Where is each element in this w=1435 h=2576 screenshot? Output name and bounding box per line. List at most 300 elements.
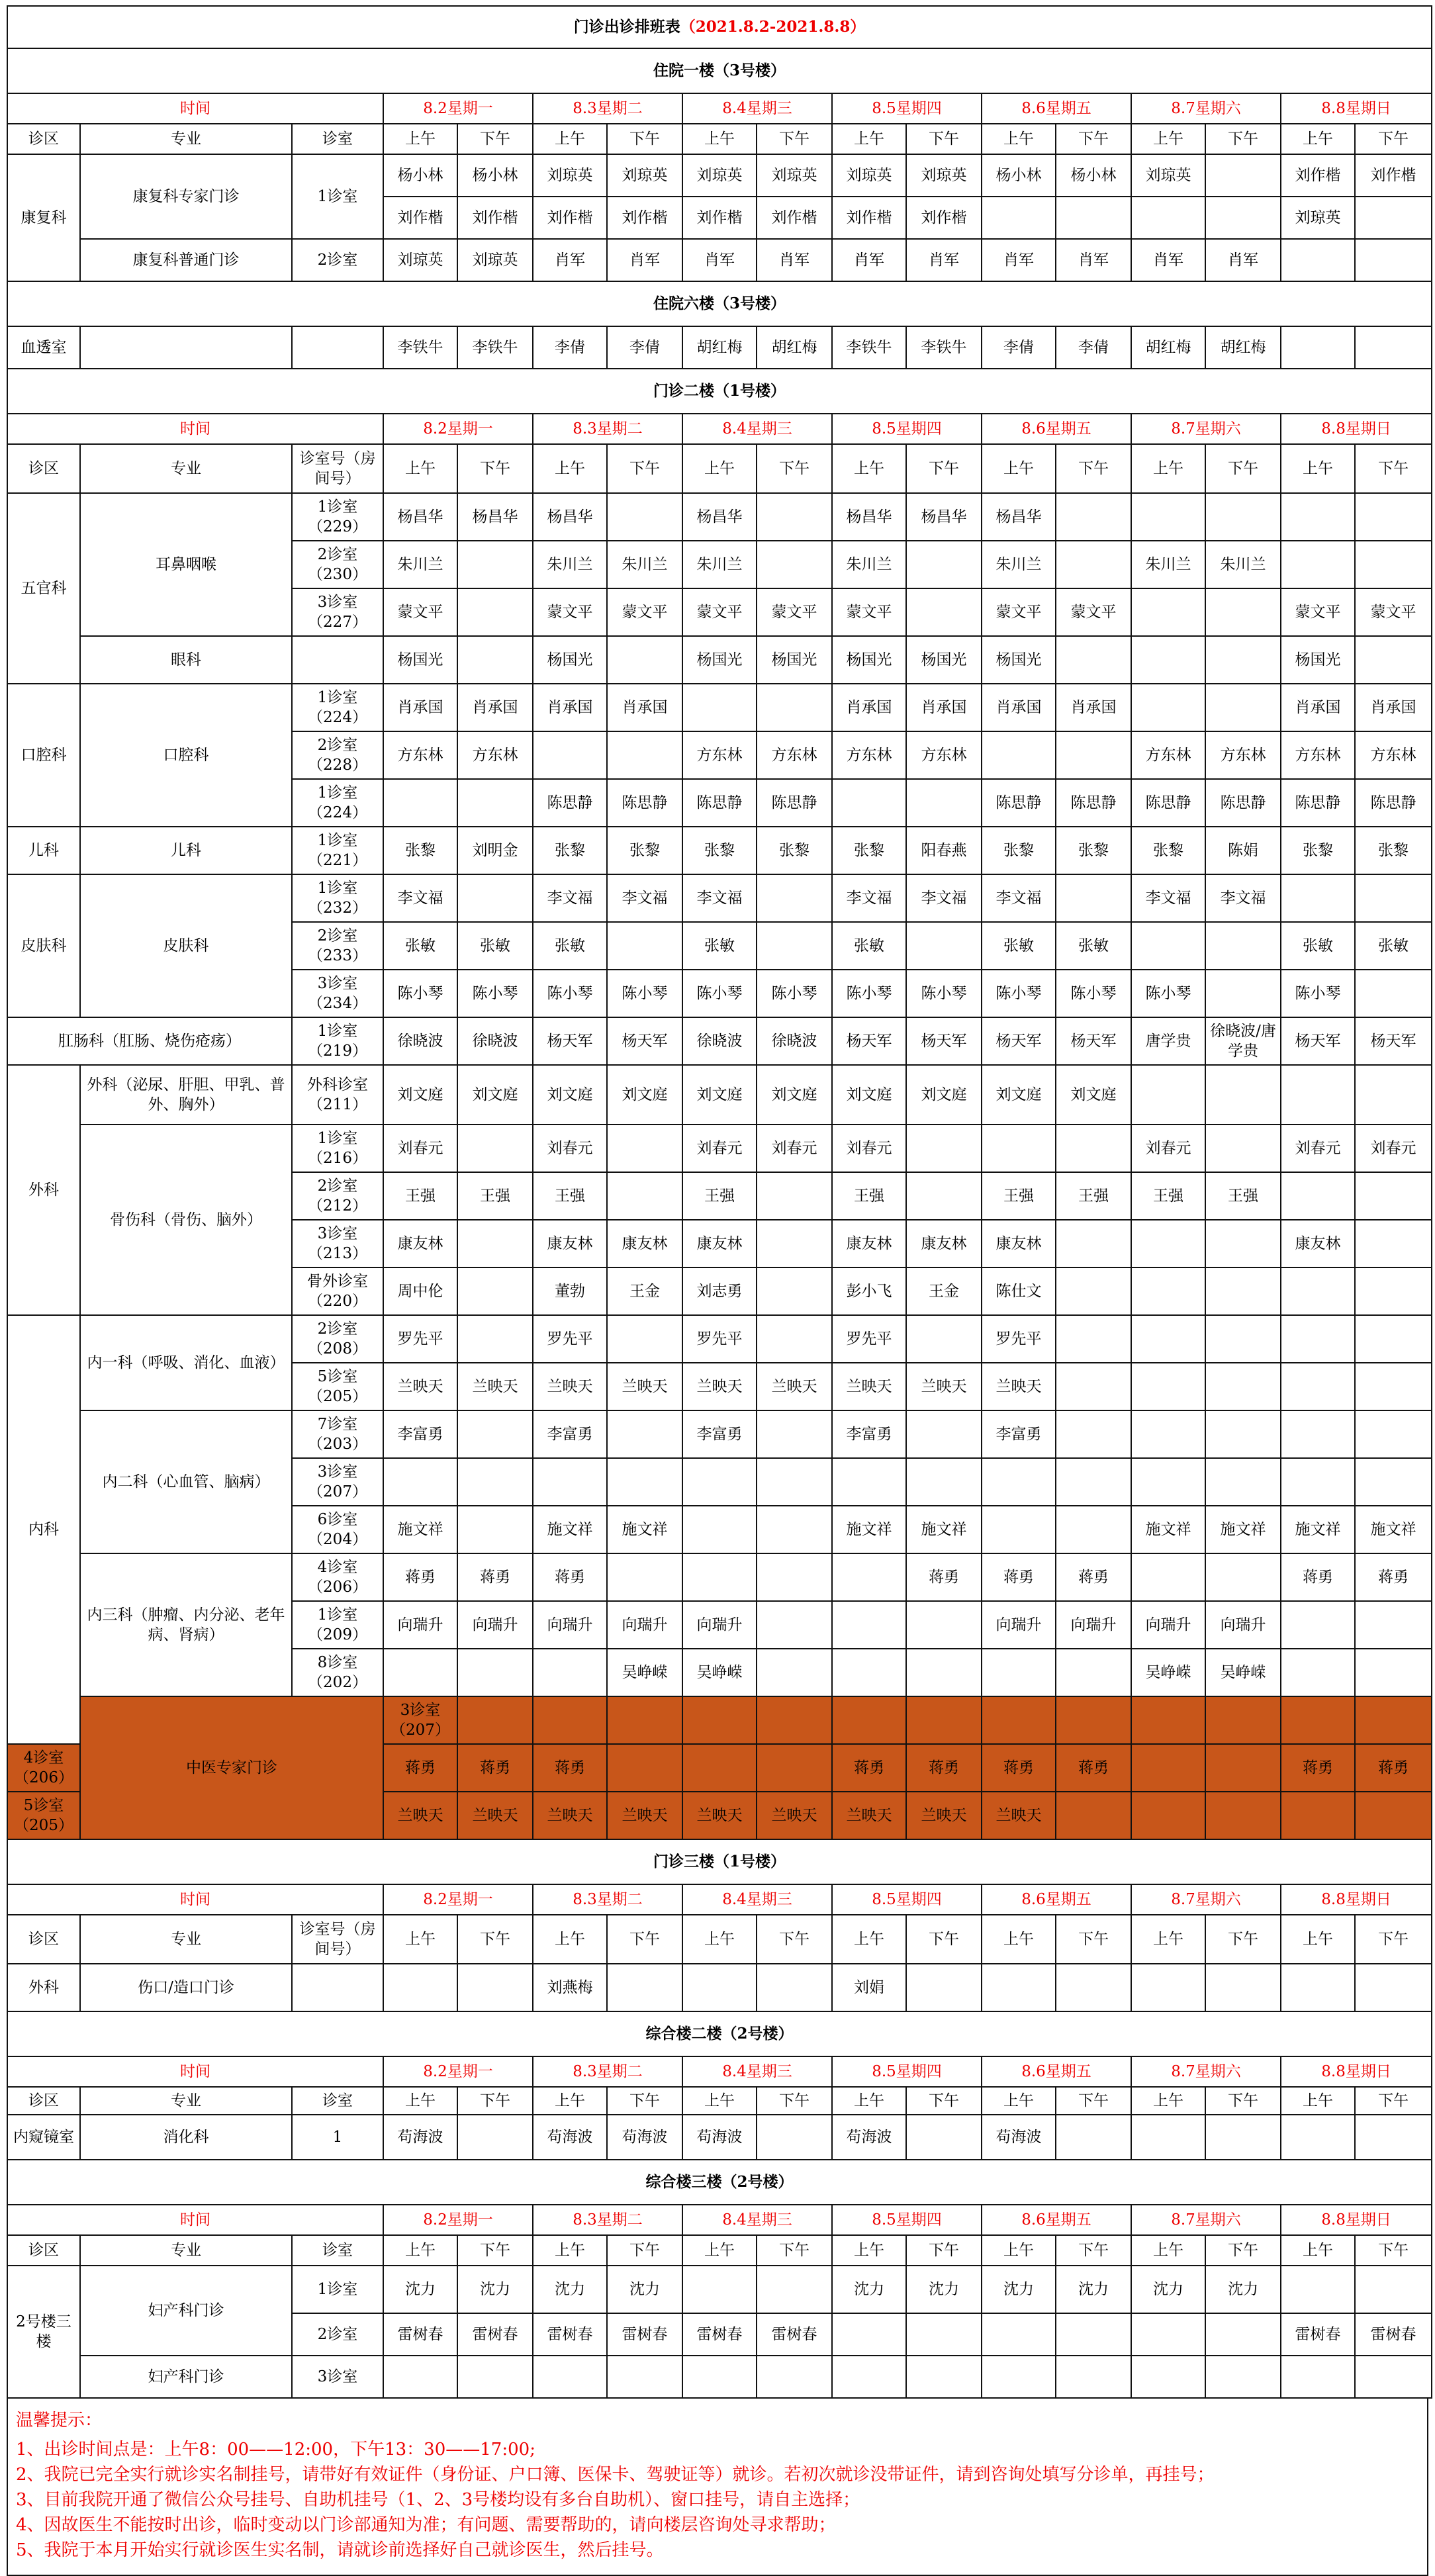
day-header: 8.7星期六 [1131, 2205, 1281, 2235]
room-header: 诊室号（房间号） [292, 444, 383, 493]
spec-cell: 康复科普通门诊 [80, 239, 292, 281]
doctor-cell: 肖军 [682, 239, 757, 281]
doctor-cell: 刘琼英 [1281, 197, 1355, 239]
room-cell: 外科诊室（211） [292, 1065, 383, 1125]
doctor-cell: 吴峥嵘 [1131, 1649, 1205, 1696]
doctor-cell [607, 1172, 682, 1220]
ampm-header: 上午 [383, 1915, 457, 1964]
ampm-header: 上午 [682, 124, 757, 154]
ampm-header: 下午 [906, 1915, 982, 1964]
room-cell [292, 636, 383, 684]
doctor-cell [607, 2356, 682, 2398]
doctor-cell: 蒋勇 [1281, 1553, 1355, 1601]
doctor-cell: 朱川兰 [533, 541, 607, 588]
doctor-cell [383, 1649, 457, 1696]
doctor-cell [1131, 588, 1205, 636]
doctor-cell: 兰映天 [906, 1363, 982, 1410]
doctor-cell: 向瑞升 [607, 1601, 682, 1649]
doctor-cell: 王强 [832, 1172, 906, 1220]
day-header: 8.4星期三 [682, 1884, 832, 1915]
doctor-cell [457, 1267, 533, 1315]
table-row [7, 1315, 1432, 1363]
doctor-cell: 雷树春 [383, 2313, 457, 2356]
doctor-cell: 张黎 [533, 827, 607, 874]
doctor-cell: 陈小琴 [1131, 970, 1205, 1017]
doctor-cell: 刘琼英 [832, 154, 906, 197]
ampm-header: 下午 [906, 124, 982, 154]
doctor-cell: 雷树春 [682, 2313, 757, 2356]
doctor-cell [1056, 1267, 1131, 1315]
doctor-cell [1355, 1363, 1432, 1410]
ampm-header: 上午 [1131, 1915, 1205, 1964]
ampm-header: 下午 [1205, 2087, 1281, 2115]
doctor-cell [1355, 1315, 1432, 1363]
doctor-cell [757, 1220, 832, 1267]
doctor-cell [757, 1696, 832, 1744]
doctor-cell: 张敏 [832, 922, 906, 970]
doctor-cell: 蒙文平 [607, 588, 682, 636]
room-cell: 3诊室（227） [292, 588, 383, 636]
room-cell: 1诊室 [292, 2266, 383, 2313]
doctor-cell: 刘春元 [682, 1125, 757, 1172]
doctor-cell [906, 1172, 982, 1220]
doctor-cell [1131, 1267, 1205, 1315]
doctor-cell [1355, 1696, 1432, 1744]
zone-cell: 康复科 [7, 154, 80, 281]
doctor-cell: 肖军 [906, 239, 982, 281]
zone-header: 诊区 [7, 124, 80, 154]
doctor-cell [1056, 1363, 1131, 1410]
doctor-cell: 肖军 [1205, 239, 1281, 281]
doctor-cell: 雷树春 [457, 2313, 533, 2356]
doctor-cell: 陈思静 [607, 779, 682, 827]
doctor-cell: 徐晓波 [682, 1017, 757, 1065]
time-label: 时间 [7, 93, 383, 124]
ampm-header: 上午 [533, 2087, 607, 2115]
ampm-header: 上午 [832, 2235, 906, 2266]
doctor-cell: 刘作楷 [1281, 154, 1355, 197]
doctor-cell: 陈小琴 [457, 970, 533, 1017]
doctor-cell [457, 1410, 533, 1458]
doctor-cell [982, 1696, 1056, 1744]
table-row [7, 1696, 1432, 1744]
doctor-cell: 张黎 [832, 827, 906, 874]
spec-cell [80, 326, 292, 369]
doctor-cell: 施文祥 [906, 1506, 982, 1553]
doctor-cell: 兰映天 [607, 1792, 682, 1839]
doctor-cell: 陈小琴 [1281, 970, 1355, 1017]
doctor-cell: 张黎 [1056, 827, 1131, 874]
doctor-cell [1056, 197, 1131, 239]
day-header: 8.5星期四 [832, 2056, 982, 2087]
day-header: 8.6星期五 [982, 93, 1131, 124]
column-header-row [7, 1915, 1432, 1964]
room-cell: 1诊室（224） [292, 779, 383, 827]
doctor-cell: 蒙文平 [982, 588, 1056, 636]
ampm-header: 下午 [757, 444, 832, 493]
table-row [7, 636, 1432, 684]
time-header-row [7, 2205, 1432, 2235]
doctor-cell [1205, 197, 1281, 239]
doctor-cell: 苟海波 [383, 2115, 457, 2160]
doctor-cell: 肖军 [533, 239, 607, 281]
doctor-cell: 蒙文平 [832, 588, 906, 636]
doctor-cell: 董勃 [533, 1267, 607, 1315]
doctor-cell [1355, 239, 1432, 281]
doctor-cell: 沈力 [906, 2266, 982, 2313]
doctor-cell [1205, 2115, 1281, 2160]
zone-cell: 皮肤科 [7, 874, 80, 1017]
doctor-cell: 兰映天 [607, 1363, 682, 1410]
doctor-cell [383, 779, 457, 827]
doctor-cell: 雷树春 [1355, 2313, 1432, 2356]
ampm-header: 下午 [457, 2087, 533, 2115]
ampm-header: 上午 [1281, 124, 1355, 154]
doctor-cell: 沈力 [607, 2266, 682, 2313]
ampm-header: 下午 [457, 1915, 533, 1964]
doctor-cell: 方东林 [906, 731, 982, 779]
day-header: 8.8星期日 [1281, 1884, 1432, 1915]
doctor-cell [457, 541, 533, 588]
doctor-cell [1281, 541, 1355, 588]
room-cell: 1诊室 [292, 154, 383, 239]
doctor-cell: 蒙文平 [1355, 588, 1432, 636]
doctor-cell [906, 1410, 982, 1458]
doctor-cell [1205, 588, 1281, 636]
doctor-cell: 刘琼英 [607, 154, 682, 197]
table-row [7, 326, 1432, 369]
doctor-cell: 肖军 [1131, 239, 1205, 281]
doctor-cell: 刘琼英 [757, 154, 832, 197]
doctor-cell: 李铁牛 [906, 326, 982, 369]
ampm-header: 上午 [982, 124, 1056, 154]
spec-cell: 中医专家门诊 [80, 1696, 383, 1839]
doctor-cell: 方东林 [1355, 731, 1432, 779]
table-row [7, 2356, 1432, 2398]
doctor-cell [1205, 154, 1281, 197]
ampm-header: 下午 [757, 2087, 832, 2115]
doctor-cell: 朱川兰 [1131, 541, 1205, 588]
doctor-cell: 朱川兰 [832, 541, 906, 588]
ampm-header: 下午 [1056, 1915, 1131, 1964]
day-header: 8.7星期六 [1131, 93, 1281, 124]
room-cell: 2诊室（212） [292, 1172, 383, 1220]
day-header: 8.6星期五 [982, 2205, 1131, 2235]
ampm-header: 下午 [1056, 2235, 1131, 2266]
room-cell: 2诊室 [292, 239, 383, 281]
doctor-cell: 刘春元 [1131, 1125, 1205, 1172]
ampm-header: 下午 [1056, 124, 1131, 154]
doctor-cell: 肖军 [757, 239, 832, 281]
doctor-cell: 蒋勇 [457, 1553, 533, 1601]
doctor-cell: 王强 [383, 1172, 457, 1220]
doctor-cell: 杨天军 [1056, 1017, 1131, 1065]
doctor-cell [832, 1458, 906, 1506]
doctor-cell: 杨国光 [982, 636, 1056, 684]
doctor-cell: 沈力 [457, 2266, 533, 2313]
doctor-cell: 李文福 [906, 874, 982, 922]
ampm-header: 上午 [832, 2087, 906, 2115]
zone-cell: 2号楼三楼 [7, 2266, 80, 2398]
room-cell: 2诊室（233） [292, 922, 383, 970]
doctor-cell: 刘作楷 [906, 197, 982, 239]
doctor-cell: 陈小琴 [682, 970, 757, 1017]
room-header: 诊室 [292, 2087, 383, 2115]
doctor-cell: 兰映天 [832, 1792, 906, 1839]
zone-cell: 口腔科 [7, 684, 80, 827]
doctor-cell [1205, 493, 1281, 541]
doctor-cell: 杨国光 [533, 636, 607, 684]
column-header-row [7, 2235, 1432, 2266]
doctor-cell: 彭小飞 [832, 1267, 906, 1315]
section-title: 门诊二楼（1号楼） [7, 369, 1432, 414]
doctor-cell [1205, 1744, 1281, 1792]
doctor-cell: 雷树春 [533, 2313, 607, 2356]
doctor-cell [682, 2356, 757, 2398]
doctor-cell [607, 1696, 682, 1744]
section-title: 门诊三楼（1号楼） [7, 1839, 1432, 1884]
doctor-cell: 徐晓波 [757, 1017, 832, 1065]
doctor-cell: 兰映天 [533, 1363, 607, 1410]
doctor-cell: 康友林 [982, 1220, 1056, 1267]
doctor-cell: 张黎 [1131, 827, 1205, 874]
doctor-cell: 阳春燕 [906, 827, 982, 874]
day-header: 8.3星期二 [533, 2056, 682, 2087]
doctor-cell: 肖承国 [1355, 684, 1432, 731]
doctor-cell: 施文祥 [1205, 1506, 1281, 1553]
doctor-cell [1281, 1315, 1355, 1363]
spec-header: 专业 [80, 2087, 292, 2115]
doctor-cell [1281, 874, 1355, 922]
doctor-cell [607, 731, 682, 779]
doctor-cell [1056, 1964, 1131, 2011]
ampm-header: 上午 [1281, 2087, 1355, 2115]
title-text: 门诊出诊排班表 [573, 18, 680, 36]
doctor-cell: 苟海波 [533, 2115, 607, 2160]
doctor-cell [1205, 1125, 1281, 1172]
doctor-cell [757, 1172, 832, 1220]
ampm-header: 下午 [607, 2087, 682, 2115]
ampm-header: 上午 [533, 124, 607, 154]
doctor-cell [1281, 1458, 1355, 1506]
ampm-header: 上午 [832, 1915, 906, 1964]
doctor-cell [607, 922, 682, 970]
room-cell: 1诊室（216） [292, 1125, 383, 1172]
zone-header: 诊区 [7, 2087, 80, 2115]
doctor-cell: 兰映天 [383, 1792, 457, 1839]
doctor-cell: 陈小琴 [757, 970, 832, 1017]
doctor-cell: 张黎 [607, 827, 682, 874]
doctor-cell: 蒋勇 [533, 1744, 607, 1792]
doctor-cell: 刘春元 [383, 1125, 457, 1172]
day-header: 8.6星期五 [982, 414, 1131, 444]
doctor-cell [1131, 636, 1205, 684]
doctor-cell: 王强 [457, 1172, 533, 1220]
time-label: 时间 [7, 2205, 383, 2235]
doctor-cell [533, 731, 607, 779]
doctor-cell: 肖承国 [982, 684, 1056, 731]
doctor-cell [1131, 2356, 1205, 2398]
doctor-cell: 杨国光 [1281, 636, 1355, 684]
doctor-cell: 杨天军 [906, 1017, 982, 1065]
doctor-cell [1205, 1458, 1281, 1506]
doctor-cell [757, 1964, 832, 2011]
doctor-cell [832, 1553, 906, 1601]
doctor-cell [1355, 1458, 1432, 1506]
doctor-cell [757, 1744, 832, 1792]
doctor-cell [757, 922, 832, 970]
doctor-cell [906, 1125, 982, 1172]
doctor-cell: 李文福 [383, 874, 457, 922]
doctor-cell: 肖承国 [533, 684, 607, 731]
spec-cell: 内三科（肿瘤、内分泌、老年病、肾病） [80, 1553, 292, 1696]
table-row [7, 1017, 1432, 1065]
doctor-cell: 杨天军 [607, 1017, 682, 1065]
doctor-cell: 施文祥 [832, 1506, 906, 1553]
doctor-cell [982, 197, 1056, 239]
ampm-header: 下午 [1205, 1915, 1281, 1964]
spec-cell: 皮肤科 [80, 874, 292, 1017]
doctor-cell [607, 1315, 682, 1363]
doctor-cell: 杨国光 [383, 636, 457, 684]
doctor-cell [457, 779, 533, 827]
doctor-cell [757, 1458, 832, 1506]
doctor-cell: 刘文庭 [383, 1065, 457, 1125]
doctor-cell: 蒋勇 [383, 1744, 457, 1792]
doctor-cell [757, 1506, 832, 1553]
doctor-cell: 刘志勇 [682, 1267, 757, 1315]
doctor-cell: 沈力 [832, 2266, 906, 2313]
doctor-cell: 陈思静 [1205, 779, 1281, 827]
zone-cell: 外科 [7, 1964, 80, 2011]
doctor-cell: 蒋勇 [1056, 1553, 1131, 1601]
room-cell: 1诊室（229） [292, 493, 383, 541]
doctor-cell: 徐晓波 [383, 1017, 457, 1065]
notes-box [7, 2399, 1428, 2576]
doctor-cell: 陈思静 [682, 779, 757, 827]
doctor-cell [682, 1553, 757, 1601]
doctor-cell: 陈小琴 [832, 970, 906, 1017]
doctor-cell [1056, 1696, 1131, 1744]
doctor-cell: 杨天军 [1355, 1017, 1432, 1065]
doctor-cell: 杨小林 [457, 154, 533, 197]
doctor-cell: 王金 [906, 1267, 982, 1315]
doctor-cell [906, 922, 982, 970]
doctor-cell [457, 588, 533, 636]
doctor-cell [1355, 874, 1432, 922]
doctor-cell: 刘文庭 [906, 1065, 982, 1125]
column-header-row [7, 444, 1432, 493]
doctor-cell [1205, 1792, 1281, 1839]
room-cell: 2诊室（228） [292, 731, 383, 779]
ampm-header: 上午 [1131, 2087, 1205, 2115]
doctor-cell [906, 2115, 982, 2160]
doctor-cell: 肖军 [832, 239, 906, 281]
ampm-header: 上午 [832, 124, 906, 154]
doctor-cell [757, 1410, 832, 1458]
doctor-cell: 康友林 [1281, 1220, 1355, 1267]
zone-cell: 血透室 [7, 326, 80, 369]
doctor-cell: 李铁牛 [832, 326, 906, 369]
doctor-cell: 李富勇 [533, 1410, 607, 1458]
ampm-header: 上午 [533, 1915, 607, 1964]
doctor-cell [1056, 1220, 1131, 1267]
doctor-cell [1355, 197, 1432, 239]
doctor-cell: 张黎 [1281, 827, 1355, 874]
doctor-cell: 杨小林 [383, 154, 457, 197]
doctor-cell: 康友林 [383, 1220, 457, 1267]
doctor-cell: 雷树春 [1281, 2313, 1355, 2356]
doctor-cell: 陈小琴 [383, 970, 457, 1017]
doctor-cell: 胡红梅 [757, 326, 832, 369]
room-cell: 7诊室（203） [292, 1410, 383, 1458]
doctor-cell: 杨国光 [757, 636, 832, 684]
doctor-cell [1131, 1065, 1205, 1125]
doctor-cell: 兰映天 [533, 1792, 607, 1839]
ampm-header: 下午 [607, 1915, 682, 1964]
doctor-cell: 李文福 [533, 874, 607, 922]
table-row [7, 874, 1432, 922]
ampm-header: 上午 [383, 2087, 457, 2115]
doctor-cell: 蒋勇 [1281, 1744, 1355, 1792]
doctor-cell: 向瑞升 [383, 1601, 457, 1649]
doctor-cell: 施文祥 [607, 1506, 682, 1553]
spec-cell: 外科（泌尿、肝胆、甲乳、普外、胸外） [80, 1065, 292, 1125]
doctor-cell [1056, 2313, 1131, 2356]
doctor-cell [757, 1649, 832, 1696]
doctor-cell [533, 2356, 607, 2398]
doctor-cell [906, 541, 982, 588]
doctor-cell [982, 1649, 1056, 1696]
doctor-cell: 杨国光 [682, 636, 757, 684]
doctor-cell [757, 684, 832, 731]
doctor-cell: 杨昌华 [682, 493, 757, 541]
doctor-cell: 刘作楷 [607, 197, 682, 239]
day-header: 8.3星期二 [533, 93, 682, 124]
zone-cell: 内科 [7, 1315, 80, 1744]
doctor-cell: 陈小琴 [533, 970, 607, 1017]
doctor-cell [1281, 1172, 1355, 1220]
table-row [7, 239, 1432, 281]
day-header: 8.6星期五 [982, 1884, 1131, 1915]
doctor-cell: 施文祥 [1281, 1506, 1355, 1553]
section-title: 住院六楼（3号楼） [7, 281, 1432, 326]
doctor-cell: 胡红梅 [682, 326, 757, 369]
doctor-cell [982, 1964, 1056, 2011]
ampm-header: 下午 [607, 124, 682, 154]
doctor-cell: 兰映天 [906, 1792, 982, 1839]
doctor-cell: 方东林 [832, 731, 906, 779]
doctor-cell: 唐学贵 [1131, 1017, 1205, 1065]
day-header: 8.8星期日 [1281, 93, 1432, 124]
doctor-cell [1205, 1553, 1281, 1601]
table-row [7, 1410, 1432, 1458]
doctor-cell [1205, 970, 1281, 1017]
section-title-row [7, 2011, 1432, 2056]
doctor-cell [533, 1458, 607, 1506]
doctor-cell [1355, 2115, 1432, 2160]
note-item: 1、出诊时间点是：上午8：00——12:00，下午13：30——17:00; [16, 2440, 535, 2460]
section-title: 综合楼二楼（2号楼） [7, 2011, 1432, 2056]
doctor-cell [1281, 1649, 1355, 1696]
doctor-cell: 肖承国 [607, 684, 682, 731]
doctor-cell [906, 1458, 982, 1506]
room-cell: 2诊室 [292, 2313, 383, 2356]
doctor-cell [383, 2356, 457, 2398]
time-header-row [7, 2056, 1432, 2087]
ampm-header: 上午 [1281, 444, 1355, 493]
doctor-cell [1205, 1410, 1281, 1458]
